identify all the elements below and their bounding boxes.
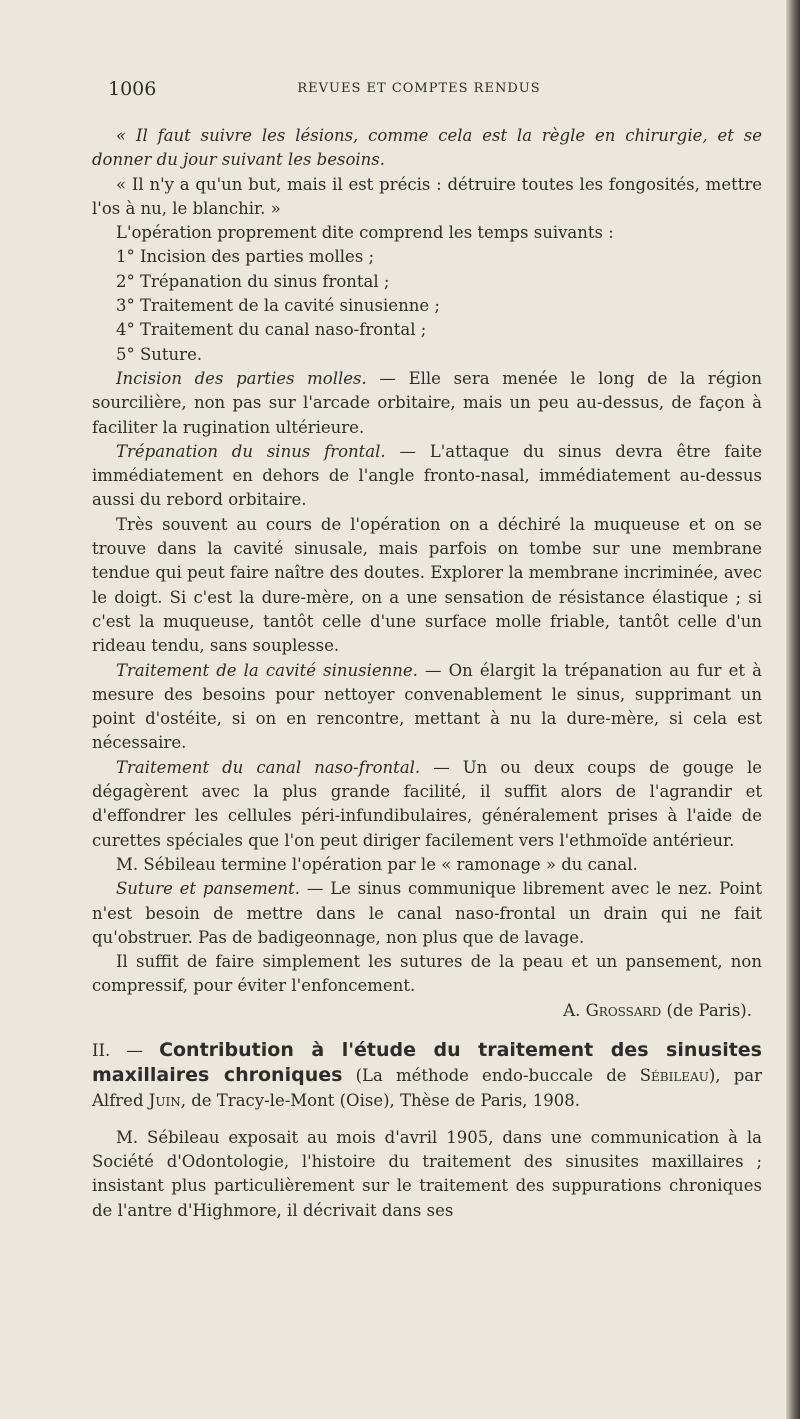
section-heading: II. — Contribution à l'étude du traitement des sinusites maxillaires chroniques (La méthode endo-buccale de Sébileau), par Alfred Juin, de Tracy-le-Mont (Oise), Thèse de Paris, 1908. bbox=[92, 1038, 762, 1110]
list-item: 2° Trépanation du sinus frontal ; bbox=[116, 271, 390, 291]
paragraph-heading: Traitement du canal naso-frontal. bbox=[116, 757, 421, 777]
section-title: Contribution à l'étude du traitement des sinusites maxillaires chroniques bbox=[92, 1038, 762, 1087]
quote-paragraph: « Il n'y a qu'un but, mais il est précis : détruire toutes les fongosités, mettre l'os à nu, le blanchir. » bbox=[92, 174, 762, 218]
paragraph: M. Sébileau termine l'opération par le « ramonage » du canal. bbox=[116, 854, 638, 874]
paragraph-heading: Trépanation du sinus frontal. bbox=[116, 441, 386, 461]
quote-paragraph: « Il faut suivre les lésions, comme cela est la règle en chirurgie, et se donner du jour suivant les besoins. bbox=[92, 126, 762, 170]
paragraph: Trépanation du sinus frontal. — L'attaque du sinus devra être faite immédiatement en dehors de l'angle fronto-nasal, immédiatement au-dessus aussi du rebord orbitaire. bbox=[92, 441, 762, 510]
page-body bbox=[92, 124, 762, 1223]
list-item: 3° Traitement de la cavité sinusienne ; bbox=[116, 296, 440, 316]
list-item: 4° Traitement du canal naso-frontal ; bbox=[116, 320, 427, 340]
list-item: 5° Suture. bbox=[116, 344, 203, 364]
paragraph: Incision des parties molles. — Elle sera menée le long de la région sourcilière, non pas sur l'arcade orbitaire, mais un peu au-dessus, de façon à faciliter la rugination ultérieure. bbox=[92, 368, 762, 437]
paragraph: Il suffit de faire simplement les sutures de la peau et un pansement, non compressif, pour éviter l'enfoncement. bbox=[92, 952, 762, 996]
paragraph: Suture et pansement. — Le sinus communique librement avec le nez. Point n'est besoin de mettre dans le canal naso-frontal un drain qui ne fait qu'obstruer. Pas de badigeonnage, non plus que de lavage. bbox=[92, 879, 762, 947]
paragraph-heading: Suture et pansement. bbox=[116, 879, 301, 899]
page-header bbox=[108, 78, 760, 102]
paragraph: M. Sébileau exposait au mois d'avril 1905, dans une communication à la Société d'Odontologie, l'histoire du traitement des sinusites maxillaires ; insistant plus particulièrement sur le traitement des suppurations chroniques de l'antre d'Highmore, il décrivait dans ses bbox=[92, 1127, 762, 1220]
paragraph-heading: Incision des parties molles. bbox=[116, 368, 367, 388]
paragraph: L'opération proprement dite comprend les temps suivants : bbox=[116, 223, 614, 243]
page-number: 1006 bbox=[108, 78, 157, 100]
paragraph: Traitement de la cavité sinusienne. — On élargit la trépanation au fur et à mesure des besoins pour nettoyer convenablement le sinus, supprimant un point d'ostéite, si on en rencontre, mettant à nu la dure-mère, si cela est nécessaire. bbox=[92, 660, 763, 753]
signature: A. Grossard (de Paris). bbox=[563, 1000, 752, 1020]
author-name: Grossard bbox=[585, 1000, 662, 1020]
thesis-author: Juin bbox=[148, 1090, 181, 1110]
list-item: 1° Incision des parties molles ; bbox=[116, 247, 375, 267]
page-edge bbox=[786, 0, 800, 1419]
paragraph: Traitement du canal naso-frontal. — Un ou deux coups de gouge le dégagèrent avec la plus grande facilité, il suffit alors de l'agrandir et d'effondrer les cellules péri-infundibulaires, généralement prises à l'aide de curettes spéciales que l'on peut diriger facilement vers l'ethmoïde antérieur. bbox=[92, 757, 762, 850]
paragraph: Très souvent au cours de l'opération on a déchiré la muqueuse et on se trouve dans la cavité sinusale, mais parfois on tombe sur une membrane tendue qui peut faire naître des doutes. Explorer la membrane incriminée, avec le doigt. Si c'est la dure-mère, on a une sensation de résistance élastique ; si c'est la muqueuse, tantôt celle d'une surface molle friable, tantôt celle d'un rideau tendu, sans souplesse. bbox=[92, 514, 762, 656]
running-head: REVUES ET COMPTES RENDUS bbox=[297, 81, 541, 96]
paragraph-heading: Traitement de la cavité sinusienne. bbox=[116, 660, 418, 680]
